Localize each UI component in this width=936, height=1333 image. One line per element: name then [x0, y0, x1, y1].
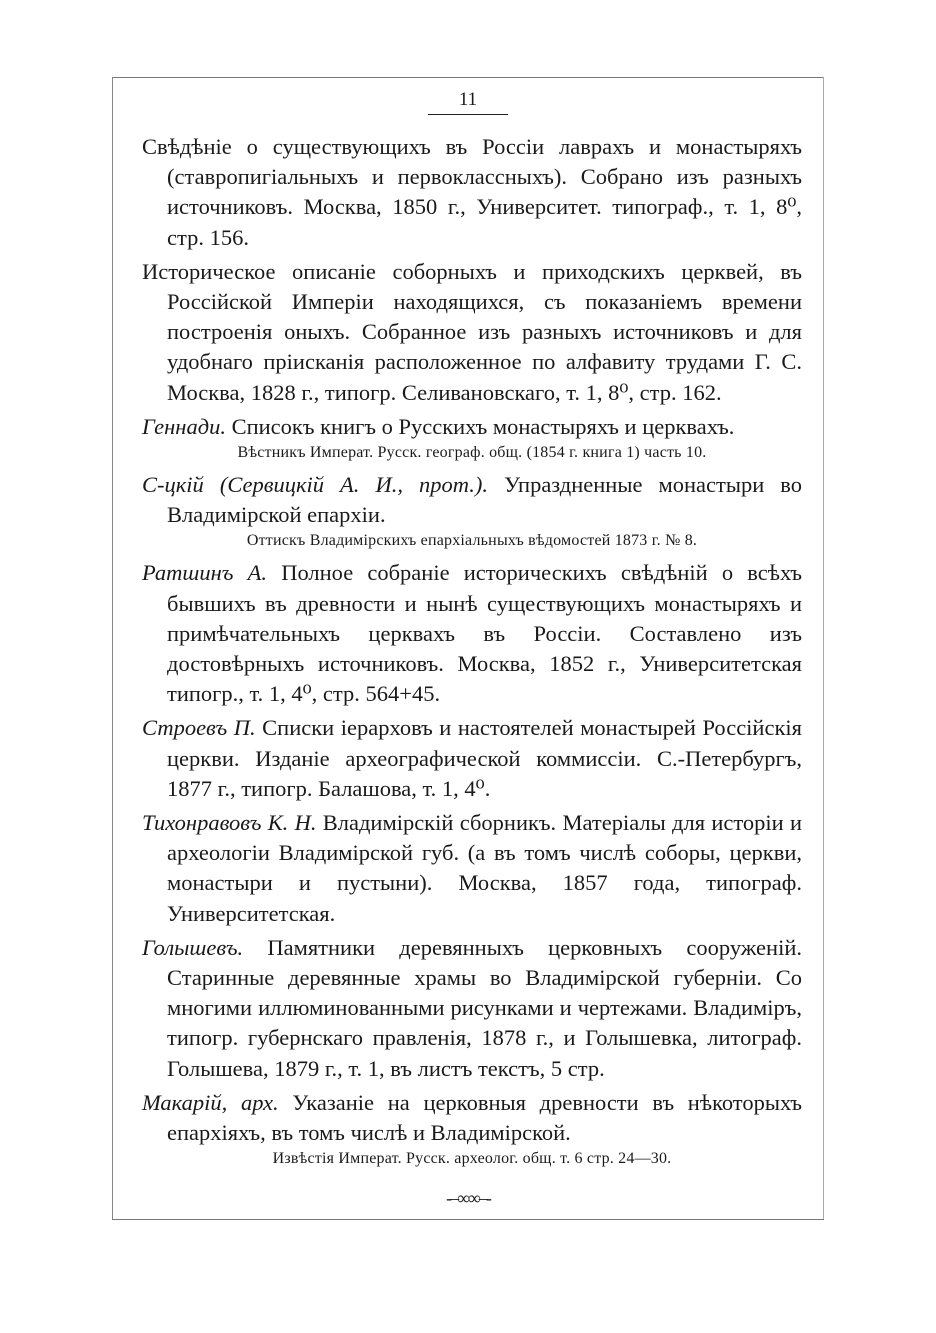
entry-author: Ратшинъ А.: [142, 560, 268, 586]
entry-text-block: [142, 412, 802, 442]
entry-text-block: [142, 558, 802, 709]
page-number: 11: [428, 88, 508, 115]
bibliography-entry: [142, 713, 802, 804]
bibliography-entry: [142, 933, 802, 1084]
entry-author: Геннади.: [142, 413, 226, 439]
entry-text: Указаніе на церковныя древности въ нѣкоторыхъ епархіяхъ, въ томъ числѣ и Владимірской.: [167, 1089, 802, 1146]
entry-author: Тихонравовъ К. Н.: [142, 810, 317, 836]
entry-text-block: [142, 132, 802, 253]
entry-text-block: [142, 1088, 802, 1148]
entry-text: Упраздненные монастыри во Владимірской епархіи.: [167, 472, 803, 528]
ornament-divider: -‒∞∞‒-: [446, 1188, 490, 1208]
entry-text-block: [142, 713, 802, 804]
page-frame-top: [112, 77, 824, 78]
entry-text: Списки іерарховъ и настоятелей монастырей Россійскія церкви. Изданіе археографической коммиссіи. С.-Петербургъ, 1877 г., типогр. Балашова, т. 1, 4⁰.: [167, 715, 802, 801]
bibliography-entry: [142, 412, 802, 464]
page-frame-left: [112, 77, 113, 1220]
entry-author: Строевъ П.: [142, 715, 256, 741]
entry-text: Памятники деревянныхъ церковныхъ сооруженій. Старинные деревянные храмы во Владимірской губерніи. Со многими иллюминованными рисунками и чертежами. Владиміръ, типогр. губернскаго правленія, 1878 г., и Голышевка, литограф. Голышева, 1879 г., т. 1, въ листъ текстъ, 5 стр.: [167, 934, 802, 1081]
entry-text: Свѣдѣніе о существующихъ въ Россіи лаврахъ и монастыряхъ (ставропигіальныхъ и первоклассныхъ). Собрано изъ разныхъ источниковъ. Москва, 1850 г., Университет. типограф., т. 1, 8⁰, стр. 156.: [142, 134, 802, 250]
entry-text-block: [142, 470, 802, 530]
entry-text-block: [142, 808, 802, 929]
entry-author: Макарій, арх.: [142, 1089, 279, 1115]
bibliography-entry: [142, 808, 802, 929]
bibliography-entry: [142, 257, 802, 408]
entry-author: Голышевъ.: [142, 934, 244, 960]
entry-text: Владимірскій сборникъ. Матеріалы для исторіи и археологіи Владимірской губ. (а въ томъ числѣ соборы, церкви, монастыри и пустыни). Москва, 1857 года, типограф. Университетская.: [167, 810, 803, 926]
entry-text: Списокъ книгъ о Русскихъ монастыряхъ и церквахъ.: [231, 413, 735, 439]
entry-source: Извѣстія Императ. Русск. археолог. общ. т. 6 стр. 24—30.: [272, 1150, 672, 1168]
bibliography-entry: [142, 1088, 802, 1170]
entry-text: Историческое описаніе соборныхъ и приходскихъ церквей, въ Россійской Имперіи находящихся, съ показаніемъ времени построенія оныхъ. Собранное изъ разныхъ источниковъ и для удобнаго пріисканія расположенное по алфавиту трудами Г. С. Москва, 1828 г., типогр. Селивановскаго, т. 1, 8⁰, стр. 162.: [142, 258, 802, 405]
entry-text-block: [142, 933, 802, 1084]
bibliography-entry: [142, 558, 802, 709]
bibliography-entry: [142, 470, 802, 552]
bibliography-entry: [142, 132, 802, 253]
entry-text-block: [142, 257, 802, 408]
entry-author: С-цкій (Сервицкій А. И., прот.).: [142, 472, 489, 498]
page-frame-right: [823, 77, 824, 1220]
entry-source: Вѣстникъ Императ. Русск. географ. общ. (1854 г. книга 1) часть 10.: [237, 444, 707, 462]
page-frame-bottom: [112, 1219, 824, 1220]
entry-source: Оттискъ Владимірскихъ епархіальныхъ вѣдомостей 1873 г. № 8.: [246, 532, 698, 550]
entry-text: Полное собраніе историческихъ свѣдѣній о всѣхъ бывшихъ въ древности и нынѣ существующихъ монастыряхъ и примѣчательныхъ церквахъ въ Россіи. Составлено изъ достовѣрныхъ источниковъ. Москва, 1852 г., Университетская типогр., т. 1, 4⁰, стр. 564+45.: [167, 560, 803, 707]
bibliography-list: [142, 132, 802, 1176]
